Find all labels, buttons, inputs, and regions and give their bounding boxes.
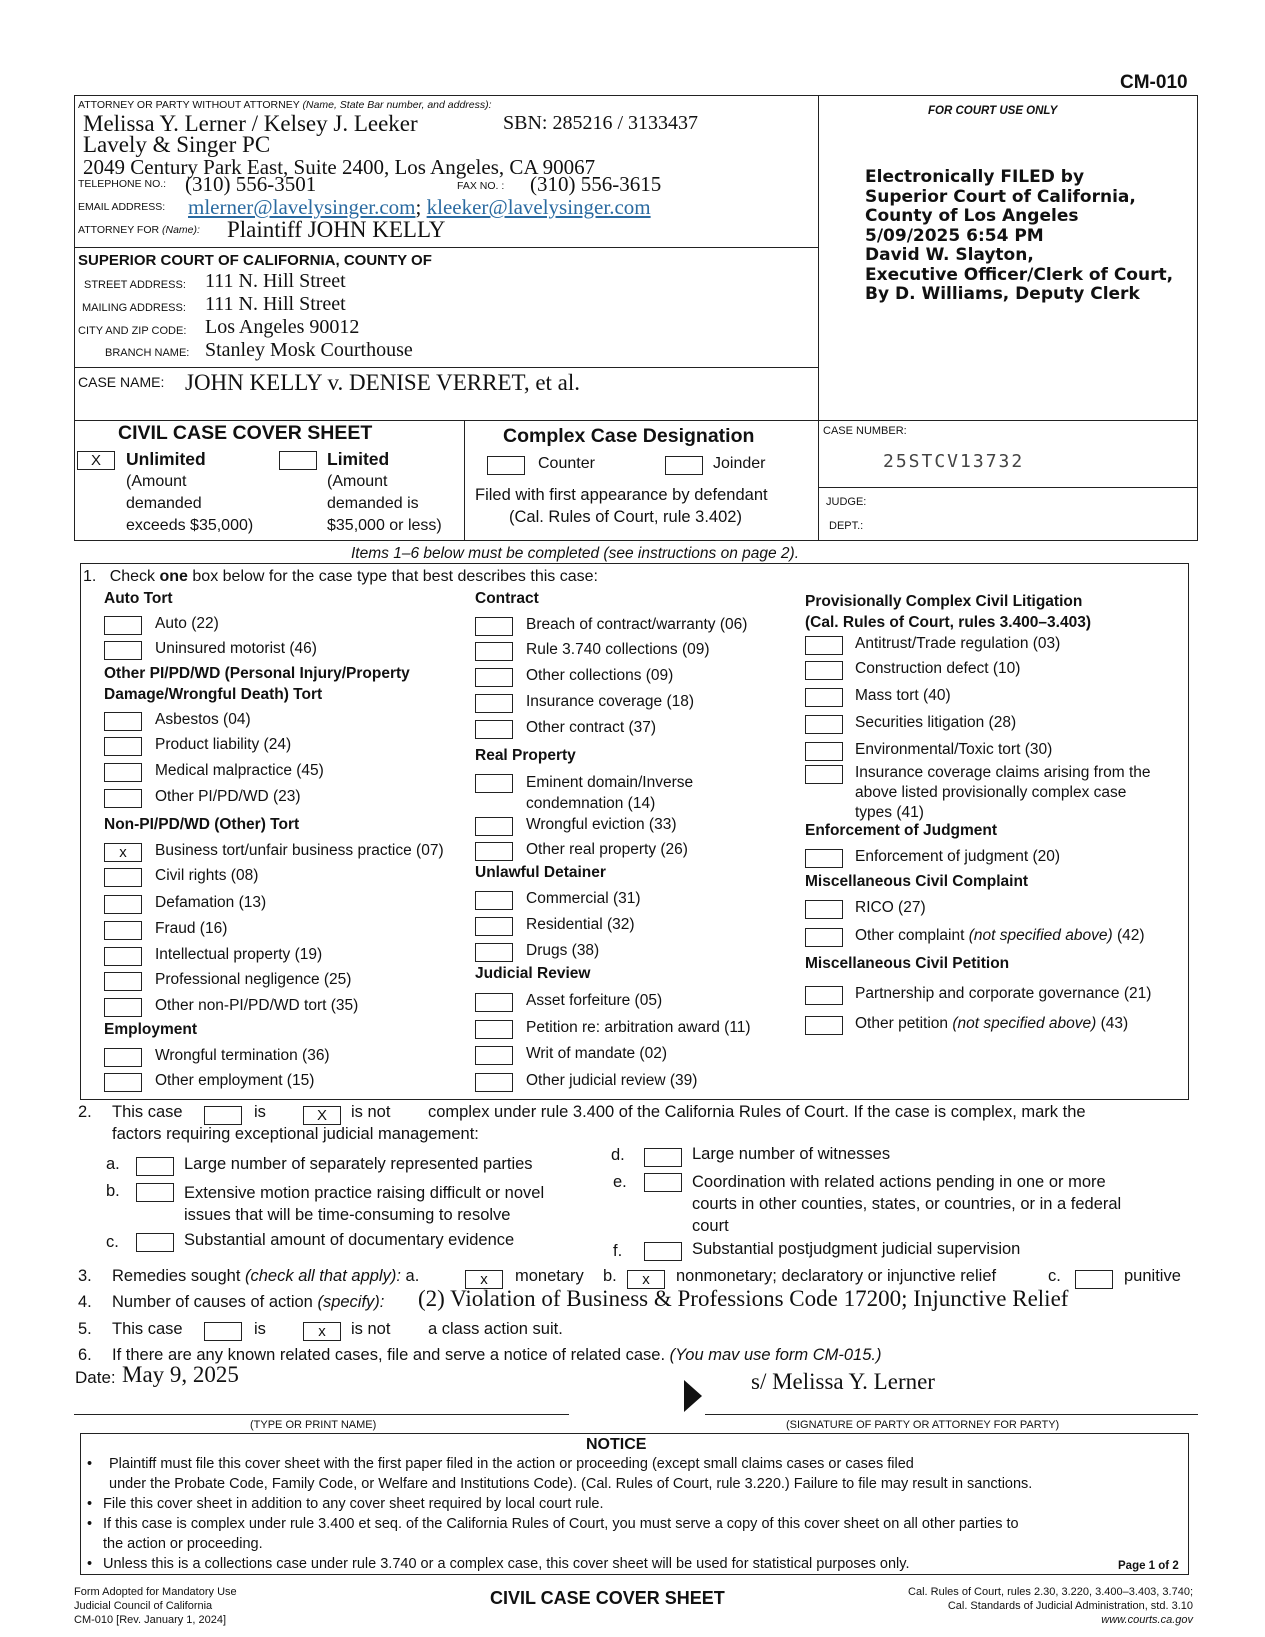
rule3740-label: Rule 3.740 collections (09) [526,641,710,658]
enforcement-heading: Enforcement of Judgment [805,822,998,839]
factor-b-label: Extensive motion practice raising difficult or novel issues that will be time-consuming to resolve [184,1184,545,1224]
court-use-label: FOR COURT USE ONLY [928,105,1058,117]
eminent-label: Eminent domain/Inverse condemnation (14) [526,774,694,812]
mailing-label: MAILING ADDRESS: [82,302,186,314]
counter-label: Counter [538,455,595,472]
professional-checkbox[interactable] [104,972,142,991]
defamation-label: Defamation (13) [155,894,267,911]
product-liability-checkbox[interactable] [104,737,142,756]
email-value: mlerner@lavelysinger.com; kleeker@lavelysinger.com [188,195,651,219]
factor-d-label: Large number of witnesses [692,1145,891,1163]
insurance-checkbox[interactable] [475,694,513,713]
uninsured-label: Uninsured motorist (46) [155,640,317,657]
signature-label: (SIGNATURE OF PARTY OR ATTORNEY FOR PARTY) [786,1419,1060,1431]
attorney-address: 2049 Century Park East, Suite 2400, Los Angeles, CA 90067 [83,155,596,179]
street-value: 111 N. Hill Street [205,270,346,292]
courts-link[interactable]: www.courts.ca.gov [1101,1614,1193,1626]
antitrust-checkbox[interactable] [805,636,843,655]
other-real-label: Other real property (26) [526,841,688,858]
auto-checkbox[interactable] [104,616,142,635]
factor-f-checkbox[interactable] [644,1242,682,1261]
drugs-checkbox[interactable] [475,943,513,962]
city-value: Los Angeles 90012 [205,316,360,338]
attorney-sbn: SBN: 285216 / 3133437 [503,112,699,134]
rico-checkbox[interactable] [805,900,843,919]
item5-is-not-checkbox[interactable]: x [303,1322,341,1341]
factor-f-label: Substantial postjudgment judicial supervision [692,1240,1021,1258]
attorney-names: Melissa Y. Lerner / Kelsey J. Leeker [83,111,418,136]
court-title: SUPERIOR COURT OF CALIFORNIA, COUNTY OF [78,252,432,269]
email-link-2[interactable]: kleeker@lavelysinger.com [426,195,651,219]
notice-bullet-4: • Unless this is a collections case under rule 3.740 or a complex case, this cover sheet will be used for statistical purposes only. [87,1556,910,1572]
other-collections-label: Other collections (09) [526,667,674,684]
cover-title: CIVIL CASE COVER SHEET [118,422,373,444]
signature-arrow-icon [684,1380,702,1412]
other-pi-checkbox[interactable] [104,789,142,808]
filing-stamp: Electronically FILED by Superior Court of California, County of Los Angeles 5/09/2025 6:54 PM David W. Slayton, Executive Officer/Clerk of Court, By D. Williams, Deputy Clerk [865,167,1174,304]
enforcement-label: Enforcement of judgment (20) [855,848,1061,865]
environmental-label: Environmental/Toxic tort (30) [855,741,1053,758]
email-link-1[interactable]: mlerner@lavelysinger.com [188,195,416,219]
limited-checkbox[interactable] [279,451,317,470]
insurance-claims-label: Insurance coverage claims arising from the above listed provisionally complex case types (41) [855,764,1151,821]
item5-suffix: a class action suit. [428,1320,563,1338]
rico-label: RICO (27) [855,899,926,916]
joinder-label: Joinder [713,455,766,472]
partnership-label: Partnership and corporate governance (21) [855,985,1152,1002]
other-collections-checkbox[interactable] [475,668,513,687]
dept-label: DEPT.: [829,520,864,532]
street-label: STREET ADDRESS: [84,279,186,291]
item2-text-2: factors requiring exceptional judicial management: [112,1125,479,1143]
branch-value: Stanley Mosk Courthouse [205,339,413,361]
other-employment-checkbox[interactable] [104,1073,142,1092]
wrongful-termination-label: Wrongful termination (36) [155,1047,330,1064]
notice-bullet-3: • If this case is complex under rule 3.400 et seq. of the California Rules of Court, you must serve a copy of this cover sheet on all other parties to the action or proceeding. [87,1516,1019,1552]
other-contract-checkbox[interactable] [475,720,513,739]
insurance-claims-checkbox[interactable] [805,765,843,784]
other-real-checkbox[interactable] [475,842,513,861]
other-complaint-label: Other complaint (not specified above) (42) [855,927,1145,944]
environmental-checkbox[interactable] [805,742,843,761]
eminent-checkbox[interactable] [475,774,513,793]
drugs-label: Drugs (38) [526,942,600,959]
page-number: Page 1 of 2 [1118,1560,1179,1572]
form-id: CM-010 [1120,72,1188,93]
asset-label: Asset forfeiture (05) [526,992,663,1009]
item4-label: Number of causes of action (specify): [112,1293,385,1311]
business-tort-label: Business tort/unfair business practice (07) [155,842,444,859]
notice-bullet-2: • File this cover sheet in addition to any cover sheet required by local court rule. [87,1496,604,1512]
fraud-label: Fraud (16) [155,920,228,937]
signature-value: s/ Melissa Y. Lerner [751,1369,935,1394]
city-label: CITY AND ZIP CODE: [78,325,187,337]
petition-arb-checkbox[interactable] [475,1020,513,1039]
fax-value: (310) 556-3615 [530,172,662,196]
product-liability-label: Product liability (24) [155,736,292,753]
item2-a-letter: a. [106,1155,120,1173]
notice-title: NOTICE [586,1436,647,1453]
factor-e-checkbox[interactable] [644,1173,682,1192]
judicial-heading: Judicial Review [475,965,591,982]
fraud-checkbox[interactable] [104,921,142,940]
case-name-value: JOHN KELLY v. DENISE VERRET, et al. [185,370,581,395]
antitrust-label: Antitrust/Trade regulation (03) [855,635,1061,652]
item5-is-not-label: is not [351,1320,391,1338]
complex-note-2: (Cal. Rules of Court, rule 3.402) [509,508,742,526]
item6-num: 6. [78,1346,92,1364]
footer-left: Form Adopted for Mandatory Use Judicial Council of California CM-010 [Rev. January 1, 2024] [74,1586,237,1626]
other-judicial-label: Other judicial review (39) [526,1072,698,1089]
date-value: May 9, 2025 [122,1362,239,1387]
complex-title: Complex Case Designation [503,425,755,447]
other-non-pi-label: Other non-PI/PD/WD tort (35) [155,997,359,1014]
professional-label: Professional negligence (25) [155,971,352,988]
attorney-for-value: Plaintiff JOHN KELLY [227,217,446,242]
commercial-label: Commercial (31) [526,890,641,907]
partnership-checkbox[interactable] [805,986,843,1005]
footer-title: CIVIL CASE COVER SHEET [490,1588,725,1608]
breach-label: Breach of contract/warranty (06) [526,616,748,633]
items-note: Items 1–6 below must be completed (see instructions on page 2). [351,545,800,562]
factor-c-checkbox[interactable] [136,1233,174,1252]
other-non-pi-checkbox[interactable] [104,998,142,1017]
nonmonetary-checkbox[interactable]: x [627,1270,665,1289]
item2-text-1: complex under rule 3.400 of the California Rules of Court. If the case is complex, mark the [428,1103,1086,1121]
medical-checkbox[interactable] [104,763,142,782]
auto-tort-heading: Auto Tort [104,590,173,607]
item3-b-letter: b. [603,1267,617,1285]
telephone-label: TELEPHONE NO.: [78,178,167,190]
ip-checkbox[interactable] [104,947,142,966]
medical-label: Medical malpractice (45) [155,762,324,779]
residential-checkbox[interactable] [475,917,513,936]
wrongful-eviction-label: Wrongful eviction (33) [526,816,677,833]
limited-desc: (Amount demanded is $35,000 or less) [327,473,442,534]
writ-label: Writ of mandate (02) [526,1045,667,1062]
item2-b-letter: b. [106,1182,120,1200]
item4-value: (2) Violation of Business & Professions Code 17200; Injunctive Relief [418,1286,1069,1311]
securities-checkbox[interactable] [805,715,843,734]
counter-checkbox[interactable] [487,456,525,475]
factor-a-label: Large number of separately represented parties [184,1155,533,1173]
unlimited-desc: (Amount demanded exceeds $35,000) [126,473,254,534]
item2-num: 2. [78,1103,92,1121]
factor-a-checkbox[interactable] [136,1157,174,1176]
item5-is-label: is [254,1320,266,1338]
notice-list [85,1454,1032,1574]
punitive-checkbox[interactable] [1075,1270,1113,1289]
type-name-label: (TYPE OR PRINT NAME) [250,1419,377,1431]
factor-d-checkbox[interactable] [644,1148,682,1167]
mass-tort-checkbox[interactable] [805,688,843,707]
joinder-checkbox[interactable] [665,456,703,475]
limited-label: Limited [327,449,390,469]
auto-label: Auto (22) [155,615,219,632]
punitive-label: punitive [1124,1267,1181,1285]
judge-label: JUDGE: [826,496,867,508]
other-complaint-checkbox[interactable] [805,928,843,947]
fax-label: FAX NO. : [457,180,505,192]
item2-is-not-checkbox[interactable]: X [303,1106,341,1125]
item3-c-letter: c. [1048,1267,1061,1285]
breach-checkbox[interactable] [475,617,513,636]
email-label: EMAIL ADDRESS: [78,201,166,213]
monetary-checkbox[interactable]: x [465,1270,503,1289]
employment-heading: Employment [104,1021,198,1038]
notice-bullet-1: • Plaintiff must file this cover sheet with the first paper filed in the action or proceeding (except small claims cases or cases filed under the Probate Code, Family Code, or Welfare and Institutions Code). (Cal. Rules of Court, rule 3.220.) Failure to file may result in sanctions. [87,1456,1033,1492]
item2-is-not-label: is not [351,1103,391,1121]
monetary-label: monetary [515,1267,584,1285]
asbestos-label: Asbestos (04) [155,711,251,728]
nonmonetary-label: nonmonetary; declaratory or injunctive relief [676,1267,997,1285]
securities-label: Securities litigation (28) [855,714,1017,731]
civil-rights-label: Civil rights (08) [155,867,259,884]
ip-label: Intellectual property (19) [155,946,323,963]
wrongful-eviction-checkbox[interactable] [475,817,513,836]
other-contract-label: Other contract (37) [526,719,657,736]
telephone-value: (310) 556-3501 [185,172,317,196]
civil-rights-checkbox[interactable] [104,868,142,887]
other-employment-label: Other employment (15) [155,1072,315,1089]
item3-label: Remedies sought (check all that apply): a. [112,1267,420,1285]
item2-e-letter: e. [613,1173,627,1191]
contract-heading: Contract [475,590,539,607]
attorney-firm: Lavely & Singer PC [83,132,271,157]
mailing-value: 111 N. Hill Street [205,293,346,315]
date-label: Date: [75,1368,116,1387]
enforcement-checkbox[interactable] [805,849,843,868]
item5-num: 5. [78,1320,92,1338]
unlimited-label: Unlimited [126,449,206,469]
other-judicial-checkbox[interactable] [475,1073,513,1092]
attorney-for-label: ATTORNEY FOR (Name): [78,224,200,236]
item2-f-letter: f. [613,1242,623,1260]
other-petition-label: Other petition (not specified above) (43) [855,1015,1129,1032]
construction-checkbox[interactable] [805,661,843,680]
commercial-checkbox[interactable] [475,891,513,910]
branch-label: BRANCH NAME: [105,347,190,359]
item6-text: If there are any known related cases, file and serve a notice of related case. (You mav use form CM-015.) [112,1346,882,1364]
case-name-label: CASE NAME: [78,374,165,390]
asset-checkbox[interactable] [475,993,513,1012]
footer-right: Cal. Rules of Court, rules 2.30, 3.220, 3.400–3.403, 3.740; Cal. Standards of Judicial Administration, std. 3.10 www.courts.ca.gov [908,1586,1193,1626]
uninsured-checkbox[interactable] [104,641,142,660]
real-property-heading: Real Property [475,747,576,764]
unlimited-checkbox[interactable]: X [77,451,115,470]
attorney-label: ATTORNEY OR PARTY WITHOUT ATTORNEY (Name, State Bar number, and address): [78,99,492,111]
rule3740-checkbox[interactable] [475,642,513,661]
case-number-value: 25STCV13732 [883,451,1025,472]
insurance-label: Insurance coverage (18) [526,693,695,710]
defamation-checkbox[interactable] [104,895,142,914]
unlawful-heading: Unlawful Detainer [475,864,606,881]
writ-checkbox[interactable] [475,1046,513,1065]
item2-is-checkbox[interactable] [204,1106,242,1125]
item3-num: 3. [78,1267,92,1285]
asbestos-checkbox[interactable] [104,712,142,731]
business-tort-checkbox[interactable]: x [104,843,142,862]
item2-c-letter: c. [106,1233,119,1251]
other-pi-heading: Other PI/PD/WD (Personal Injury/Property Damage/Wrongful Death) Tort [104,665,410,703]
other-pi-label: Other PI/PD/WD (23) [155,788,301,805]
item5-is-checkbox[interactable] [204,1322,242,1341]
case-number-label: CASE NUMBER: [823,425,907,437]
item4-num: 4. [78,1293,92,1311]
factor-c-label: Substantial amount of documentary evidence [184,1231,515,1249]
prov-heading: Provisionally Complex Civil Litigation (Cal. Rules of Court, rules 3.400–3.403) [805,593,1091,631]
misc-complaint-heading: Miscellaneous Civil Complaint [805,873,1029,890]
item1-instruction: 1. Check one box below for the case type that best describes this case: [83,568,598,585]
item5-this-case: This case [112,1320,183,1338]
factor-b-checkbox[interactable] [136,1183,174,1202]
residential-label: Residential (32) [526,916,635,933]
construction-label: Construction defect (10) [855,660,1021,677]
wrongful-termination-checkbox[interactable] [104,1048,142,1067]
complex-note-1: Filed with first appearance by defendant [475,486,768,504]
petition-arb-label: Petition re: arbitration award (11) [526,1019,751,1036]
item2-d-letter: d. [611,1146,625,1164]
other-petition-checkbox[interactable] [805,1016,843,1035]
item2-is-label: is [254,1103,266,1121]
mass-tort-label: Mass tort (40) [855,687,951,704]
item2-this-case: This case [112,1103,183,1121]
misc-petition-heading: Miscellaneous Civil Petition [805,955,1010,972]
factor-e-label: Coordination with related actions pending in one or more courts in other counties, states, or countries, or in a federal court [692,1173,1122,1235]
non-pi-heading: Non-PI/PD/WD (Other) Tort [104,816,300,833]
